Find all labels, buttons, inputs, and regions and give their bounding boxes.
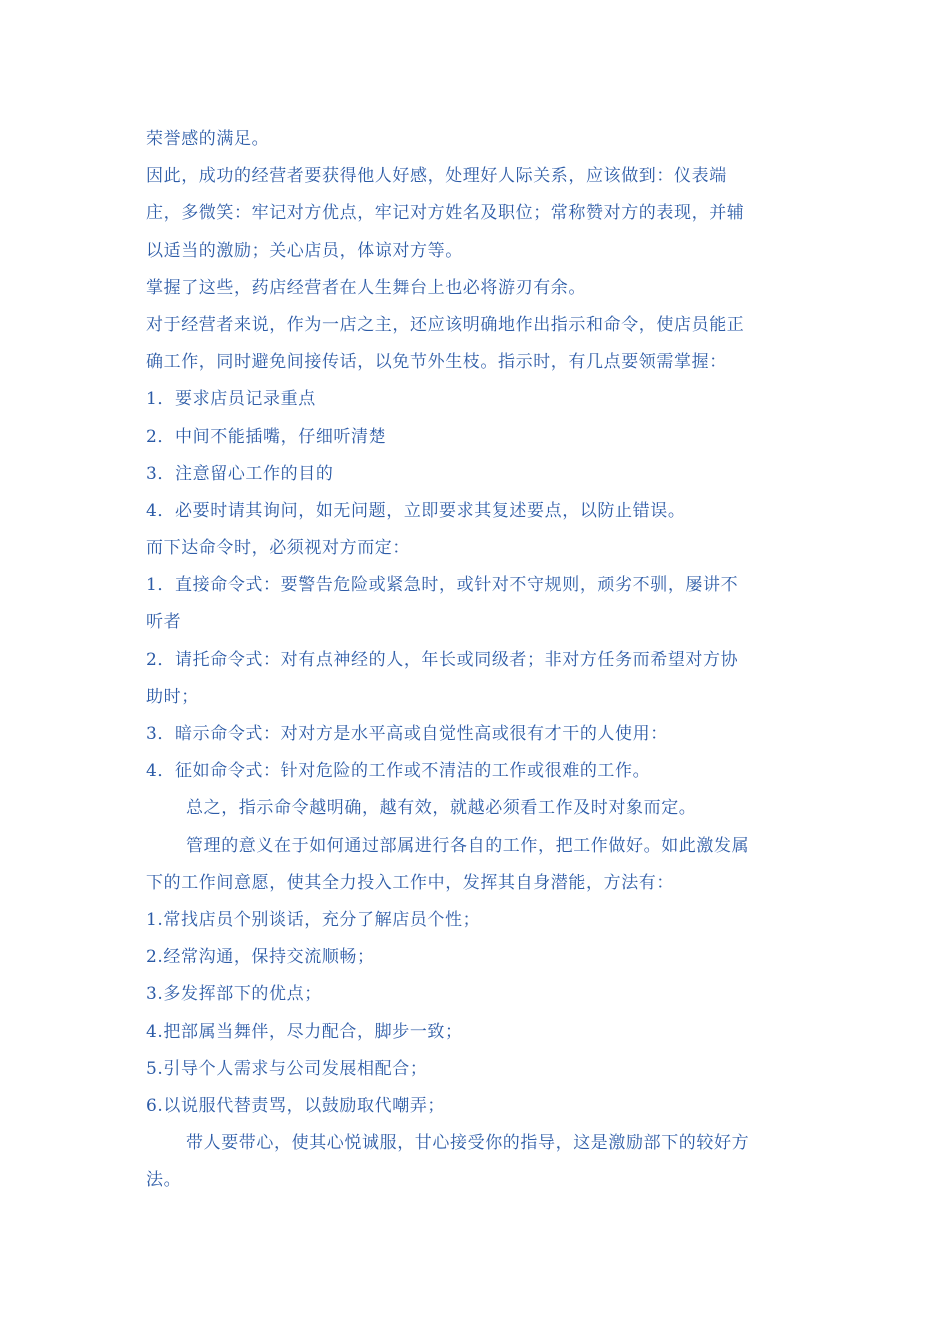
- text-line: 荣誉感的满足。: [146, 129, 270, 149]
- text-line: 听者: [146, 612, 182, 633]
- paragraph-line: 带人要带心，使其心悦诚服，甘心接受你的指导，这是激励部下的较好方: [186, 1133, 750, 1154]
- text-line: 助时；: [146, 686, 199, 707]
- text-line: 确工作，同时避免间接传话，以免节外生枝。指示时，有几点要领需掌握：: [146, 352, 727, 373]
- list-item: 5.引导个人需求与公司发展相配合；: [146, 1058, 428, 1079]
- text-line: 而下达命令时，必须视对方而定：: [146, 538, 410, 559]
- list-item: 3.多发挥部下的优点；: [146, 984, 322, 1005]
- list-item: 3．暗示命令式：对对方是水平高或自觉性高或很有才干的人使用：: [146, 724, 668, 744]
- list-item: 4．必要时请其询问，如无问题，立即要求其复述要点，以防止错误。: [146, 500, 686, 521]
- list-item: 1.常找店员个别谈话，充分了解店员个性；: [146, 909, 481, 930]
- text-line: 庄，多微笑：牢记对方优点，牢记对方姓名及职位；常称赞对方的表现，并辅: [146, 203, 745, 224]
- list-item: 2．请托命令式：对有点神经的人，年长或同级者；非对方任务而希望对方协: [146, 649, 739, 670]
- document-body: [146, 121, 806, 1199]
- list-item: 1．直接命令式：要警告危险或紧急时，或针对不守规则，顽劣不驯，屡讲不: [146, 575, 739, 596]
- text-line: 法。: [146, 1170, 182, 1191]
- text-line: 下的工作间意愿，使其全力投入工作中，发挥其自身潜能，方法有：: [146, 872, 674, 893]
- list-item: 2．中间不能插嘴，仔细听清楚: [146, 426, 387, 447]
- list-item: 2.经常沟通，保持交流顺畅；: [146, 947, 375, 968]
- paragraph-line: 总之，指示命令越明确，越有效，就越必须看工作及时对象而定。: [186, 798, 697, 819]
- text-line: 以适当的激励；关心店员，体谅对方等。: [146, 240, 463, 261]
- list-item: 4.把部属当舞伴，尽力配合，脚步一致；: [146, 1021, 463, 1042]
- text-line: 掌握了这些，药店经营者在人生舞台上也必将游刃有余。: [146, 277, 586, 298]
- paragraph-line: 管理的意义在于如何通过部属进行各自的工作，把工作做好。如此激发属: [186, 835, 750, 856]
- list-item: 4．征如命令式：针对危险的工作或不清洁的工作或很难的工作。: [146, 761, 651, 782]
- list-item: 1．要求店员记录重点: [146, 389, 316, 410]
- list-item: 6.以说服代替责骂，以鼓励取代嘲弄；: [146, 1095, 446, 1116]
- list-item: 3．注意留心工作的目的: [146, 463, 334, 484]
- text-line: 因此，成功的经营者要获得他人好感，处理好人际关系，应该做到：仪表端: [146, 166, 727, 187]
- text-line: 对于经营者来说，作为一店之主，还应该明确地作出指示和命令，使店员能正: [146, 314, 745, 335]
